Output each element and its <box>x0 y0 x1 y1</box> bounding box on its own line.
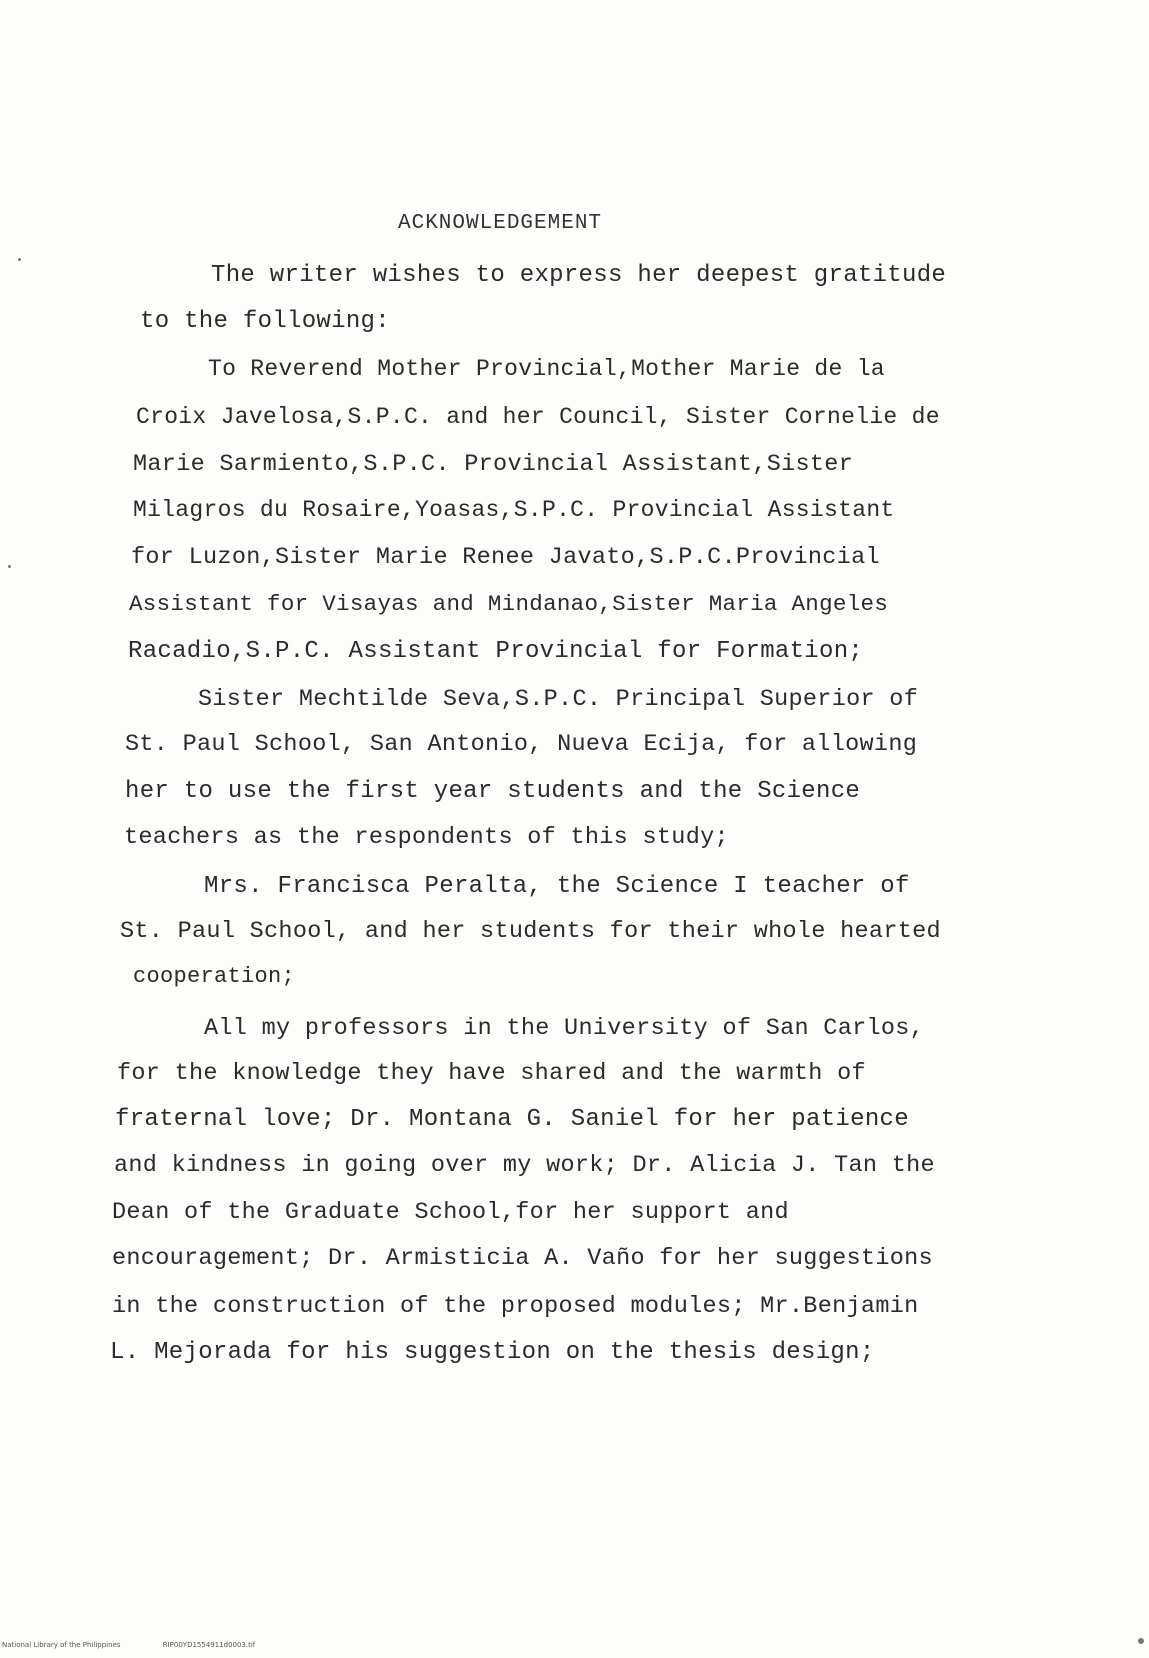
text-line: Racadio,S.P.C. Assistant Provincial for Formation; <box>128 638 864 665</box>
text-line: St. Paul School, and her students for their whole hearted <box>120 918 941 945</box>
text-line: encouragement; Dr. Armisticia A. Vaño for her suggestions <box>112 1245 933 1272</box>
text-line: Assistant for Visayas and Mindanao,Sister Maria Angeles <box>129 591 889 617</box>
text-line: teachers as the respondents of this study; <box>124 824 729 851</box>
text-line: All my professors in the University of San Carlos, <box>204 1015 925 1042</box>
text-line: for the knowledge they have shared and the warmth of <box>117 1060 866 1087</box>
text-line: her to use the first year students and the Science <box>125 778 861 805</box>
text-line: Sister Mechtilde Seva,S.P.C. Principal Superior of <box>198 686 919 713</box>
scan-footer <box>2 1641 295 1649</box>
scan-speck <box>18 258 21 261</box>
text-line: Marie Sarmiento,S.P.C. Provincial Assistant,Sister <box>133 451 854 478</box>
text-line: for Luzon,Sister Marie Renee Javato,S.P.C.Provincial <box>131 544 880 571</box>
footer-library-name: National Library of the Philippines <box>2 1641 121 1649</box>
scan-speck <box>1138 1638 1144 1644</box>
text-line: To Reverend Mother Provincial,Mother Marie de la <box>208 356 885 382</box>
text-line: and kindness in going over my work; Dr. Alicia J. Tan the <box>114 1152 935 1179</box>
scan-speck <box>8 565 11 568</box>
text-line: St. Paul School, San Antonio, Nueva Ecija, for allowing <box>125 731 918 758</box>
text-line: L. Mejorada for his suggestion on the thesis design; <box>110 1339 875 1366</box>
text-line: Mrs. Francisca Peralta, the Science I teacher of <box>204 873 910 900</box>
text-line: cooperation; <box>133 964 296 989</box>
text-line: in the construction of the proposed modules; Mr.Benjamin <box>112 1293 919 1320</box>
text-line: fraternal love; Dr. Montana G. Saniel for her patience <box>115 1106 909 1133</box>
text-line: Milagros du Rosaire,Yoasas,S.P.C. Provincial Assistant <box>133 497 895 523</box>
text-line: The writer wishes to express her deepest gratitude <box>211 262 947 289</box>
text-line: Dean of the Graduate School,for her support and <box>112 1199 789 1226</box>
text-line: Croix Javelosa,S.P.C. and her Council, Sister Cornelie de <box>136 404 940 430</box>
page-heading: ACKNOWLEDGEMENT <box>398 212 603 235</box>
text-line: to the following: <box>140 308 390 335</box>
footer-file-id: RIP00YD1554911d0003.tif <box>162 1641 256 1649</box>
